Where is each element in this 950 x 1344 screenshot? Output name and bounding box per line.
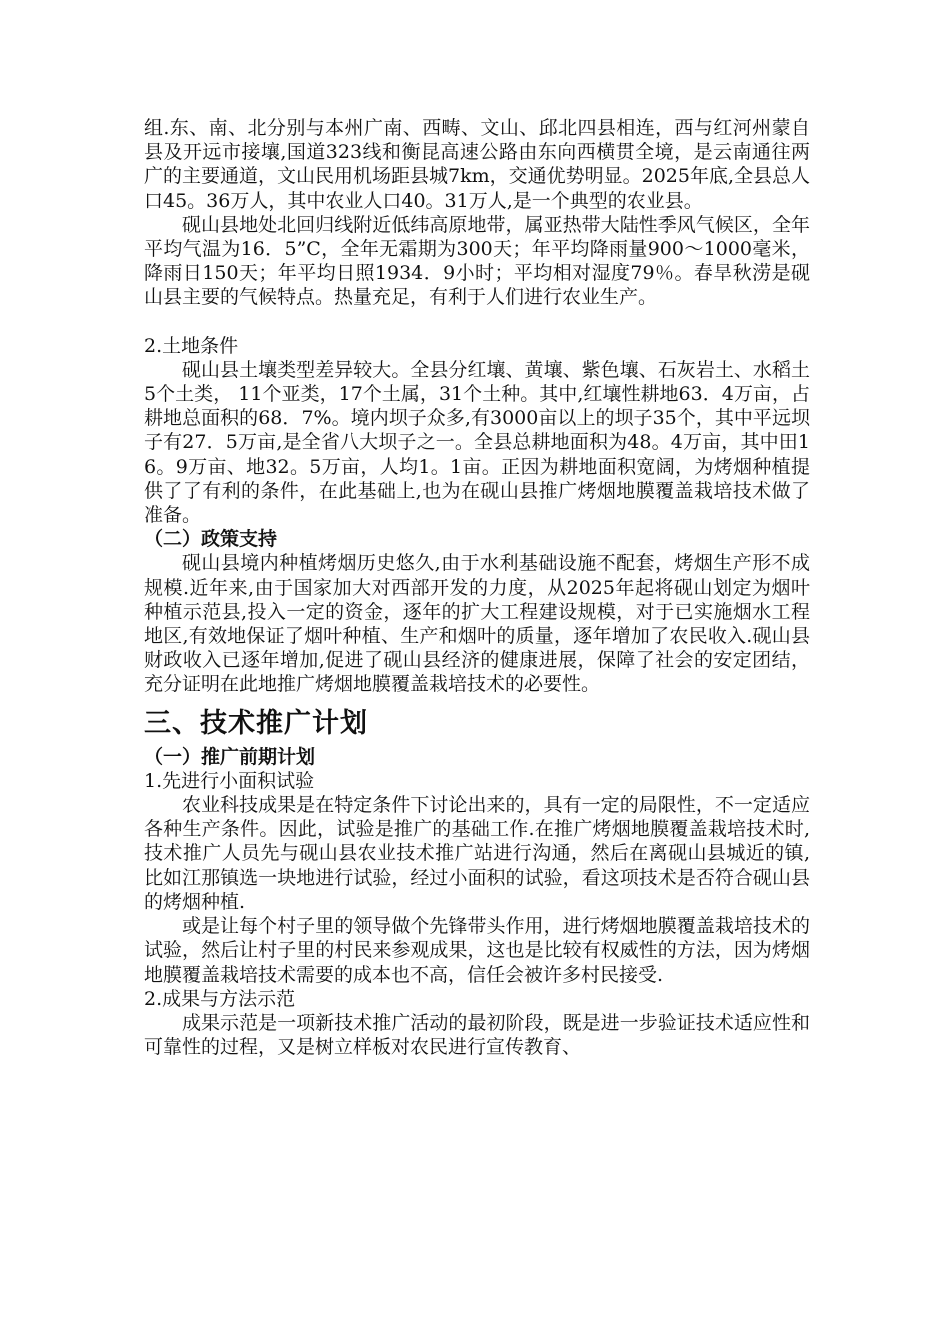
paragraph-policy: 砚山县境内种植烤烟历史悠久,由于水利基础设施不配套，烤烟生产形不成规模.近年来,由于国家加大对西部开发的力度，从2025年起将砚山划定为烟叶种植示范县,投入一定的资金，逐年的扩大工程建设规模，对于已实施烟水工程地区,有效地保证了烟叶种植、生产和烟叶的质量，逐年增加了农民收入.砚山县财政收入已逐年增加,促进了砚山县经济的健康进展，保障了社会的安定团结，充分证明在此地推广烤烟地膜覆盖栽培技术的必要性。 xyxy=(144,552,810,696)
heading-demonstration: 2.成果与方法示范 xyxy=(144,987,296,1010)
paragraph-location: 组.东、南、北分别与本州广南、西畴、文山、邱北四县相连，西与红河州蒙自县及开远市接壤,国道323线和衡昆高速公路由东向西横贯全境，是云南通往两广的主要通道，文山民用机场距县城7km，交通优势明显。2025年底,全县总人口45。36万人，其中农业人口40。31万人,是一个典型的农业县。 xyxy=(144,117,811,212)
heading-small-area-trial: 1.先进行小面积试验 xyxy=(144,769,315,792)
document-page xyxy=(144,116,810,1059)
paragraph-trial: 农业科技成果是在特定条件下讨论出来的，具有一定的局限性，不一定适应各种生产条件。因此，试验是推广的基础工作.在推广烤烟地膜覆盖栽培技术时,技术推广人员先与砚山县农业技术推广站进行沟通，然后在离砚山县城近的镇,比如江那镇选一块地进行试验，经过小面积的试验，看这项技术是否符合砚山县的烤烟种植. xyxy=(144,794,810,913)
blank-line xyxy=(144,310,810,334)
paragraph-village-leaders: 或是让每个村子里的领导做个先锋带头作用，进行烤烟地膜覆盖栽培技术的试验，然后让村子里的村民来参观成果，这也是比较有权威性的方法，因为烤烟地膜覆盖栽培技术需要的成本也不高，信任会被许多村民接受. xyxy=(144,915,810,986)
heading-policy-support: （二）政策支持 xyxy=(144,528,278,551)
paragraph-climate: 砚山县地处北回归线附近低纬高原地带，属亚热带大陆性季风气候区，全年平均气温为16．5”C，全年无霜期为300天；年平均降雨量900～1000毫米，降雨日150天；年平均日照1934．9小时；平均相对湿度79％。春旱秋涝是砚山县主要的气候特点。热量充足，有利于人们进行农业生产。 xyxy=(144,213,810,309)
section-heading-tech-plan: 三、技术推广计划 xyxy=(144,707,368,739)
paragraph-demonstration: 成果示范是一项新技术推广活动的最初阶段，既是进一步验证技术适应性和可靠性的过程，又是树立样板对农民进行宣传教育、 xyxy=(144,1011,810,1059)
heading-land-conditions: 2.土地条件 xyxy=(144,334,239,357)
paragraph-soil: 砚山县土壤类型差异较大。全县分红壤、黄壤、紫色壤、石灰岩土、水稻土5个土类， 11个亚类，17个土属，31个土种。其中,红壤性耕地63．4万亩，占耕地总面积的68．7%。境内坝子众多,有3000亩以上的坝子35个，其中平远坝子有27．5万亩,是全省八大坝子之一。全县总耕地面积为48。4万亩，其中田16。9万亩、地32。5万亩，人均1。1亩。正因为耕地面积宽阔，为烤烟种植提供了了有利的条件，在此基础上,也为在砚山县推广烤烟地膜覆盖栽培技术做了准备。 xyxy=(144,358,810,527)
heading-preliminary-plan: （一）推广前期计划 xyxy=(144,745,316,768)
